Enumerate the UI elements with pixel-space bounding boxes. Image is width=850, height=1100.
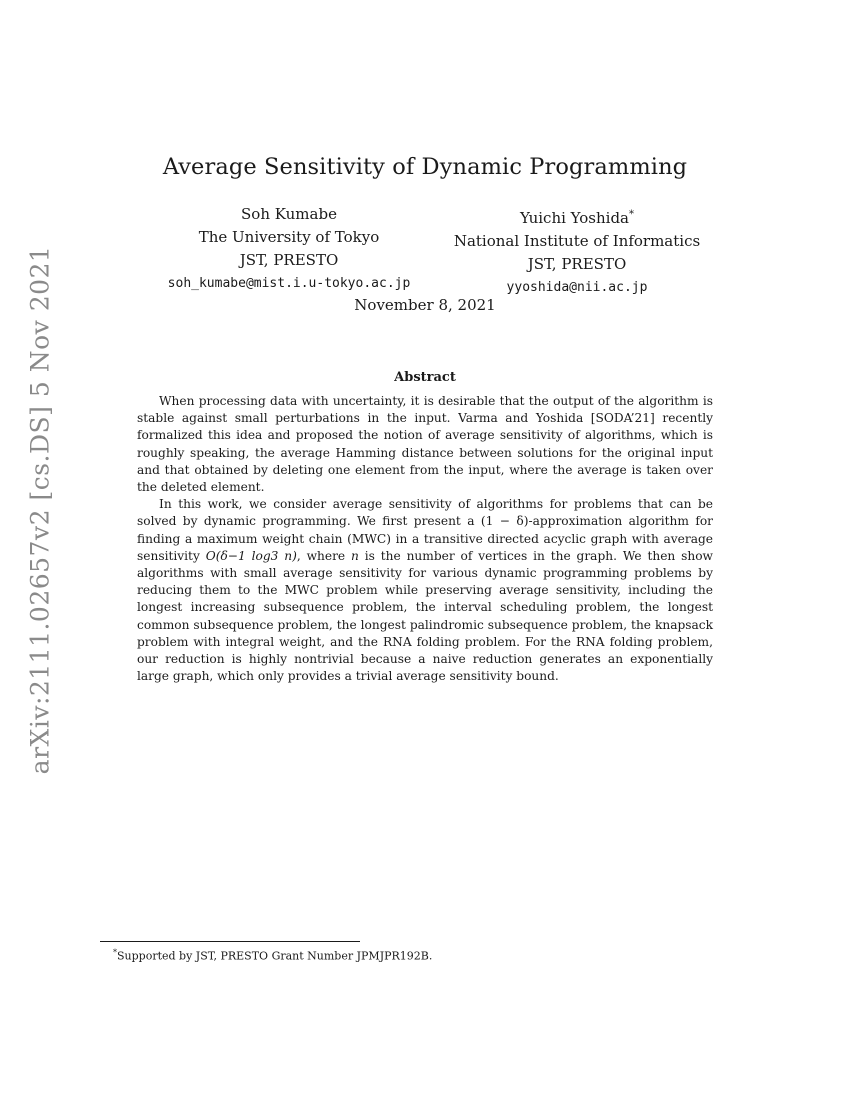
author-name: Soh Kumabe: [241, 205, 337, 223]
abstract-paragraph-2: [137, 496, 713, 685]
abstract-text-segment: is the number of vertices in the graph. We then show algorithms with small average sensitivity for various dynamic programming problems by reducing them to the MWC problem while preserving average sensitivity, including the longest increasing subsequence problem, the interval scheduling problem, the longest common subsequence problem, the longest palindromic subsequence problem, the knapsack problem with integral weight, and the RNA folding problem. For the RNA folding problem, our reduction is highly nontrivial because a naive reduction generates an exponentially large graph, which only provides a trivial average sensitivity bound.: [137, 548, 713, 684]
author-affiliation: National Institute of Informatics: [453, 232, 701, 250]
arxiv-stamp-text: arXiv:2111.02657v2 [cs.DS] 5 Nov 2021: [25, 245, 55, 775]
arxiv-identifier-stamp: [10, 245, 70, 775]
author-block-2: [450, 203, 704, 299]
footnote-marker[interactable]: *: [629, 209, 634, 220]
math-approximation-factor: (1 − δ): [480, 514, 529, 529]
abstract-paragraph-1: When processing data with uncertainty, it is desirable that the output of the algorithm is stable against small perturbations in the input. Varma and Yoshida [SODA’21] recently formalized this idea and proposed the notion of average sensitivity of algorithms, which is roughly speaking, the average Hamming distance between solutions for the original input and that obtained by deleting one element from the input, where the average is taken over the deleted element.: [137, 394, 713, 495]
abstract-text-segment: -approximation algorithm for finding a maximum weight chain (MWC) in a transitive directed acyclic graph with average sensitivity: [137, 514, 714, 563]
author-funding: JST, PRESTO: [239, 251, 339, 269]
paper-title: Average Sensitivity of Dynamic Programming: [162, 154, 688, 180]
author-affiliation: The University of Tokyo: [198, 228, 380, 246]
abstract-text-segment: , where: [296, 548, 352, 563]
footnote-mark: *: [113, 948, 117, 957]
author-email[interactable]: soh_kumabe@mist.i.u-tokyo.ac.jp: [167, 276, 411, 291]
author-email[interactable]: yyoshida@nii.ac.jp: [506, 280, 648, 295]
author-name: Yuichi Yoshida: [519, 209, 629, 227]
math-sensitivity-bound: O(δ−1 log3 n): [205, 548, 297, 563]
author-funding: JST, PRESTO: [527, 255, 627, 273]
footnote-divider: [100, 941, 360, 942]
author-name-line: [450, 203, 704, 230]
math-variable-n: n: [351, 548, 359, 563]
author-block-1: [150, 203, 428, 295]
footnote: [113, 948, 432, 963]
paper-date: November 8, 2021: [354, 296, 496, 314]
abstract-body: [137, 393, 713, 685]
footnote-text: Supported by JST, PRESTO Grant Number JPMJPR192B.: [117, 949, 433, 963]
abstract-heading: Abstract: [394, 370, 456, 385]
abstract-text-segment: In this work, we consider average sensitivity of algorithms for problems that can be solved by dynamic programming. We first present a: [137, 497, 713, 529]
